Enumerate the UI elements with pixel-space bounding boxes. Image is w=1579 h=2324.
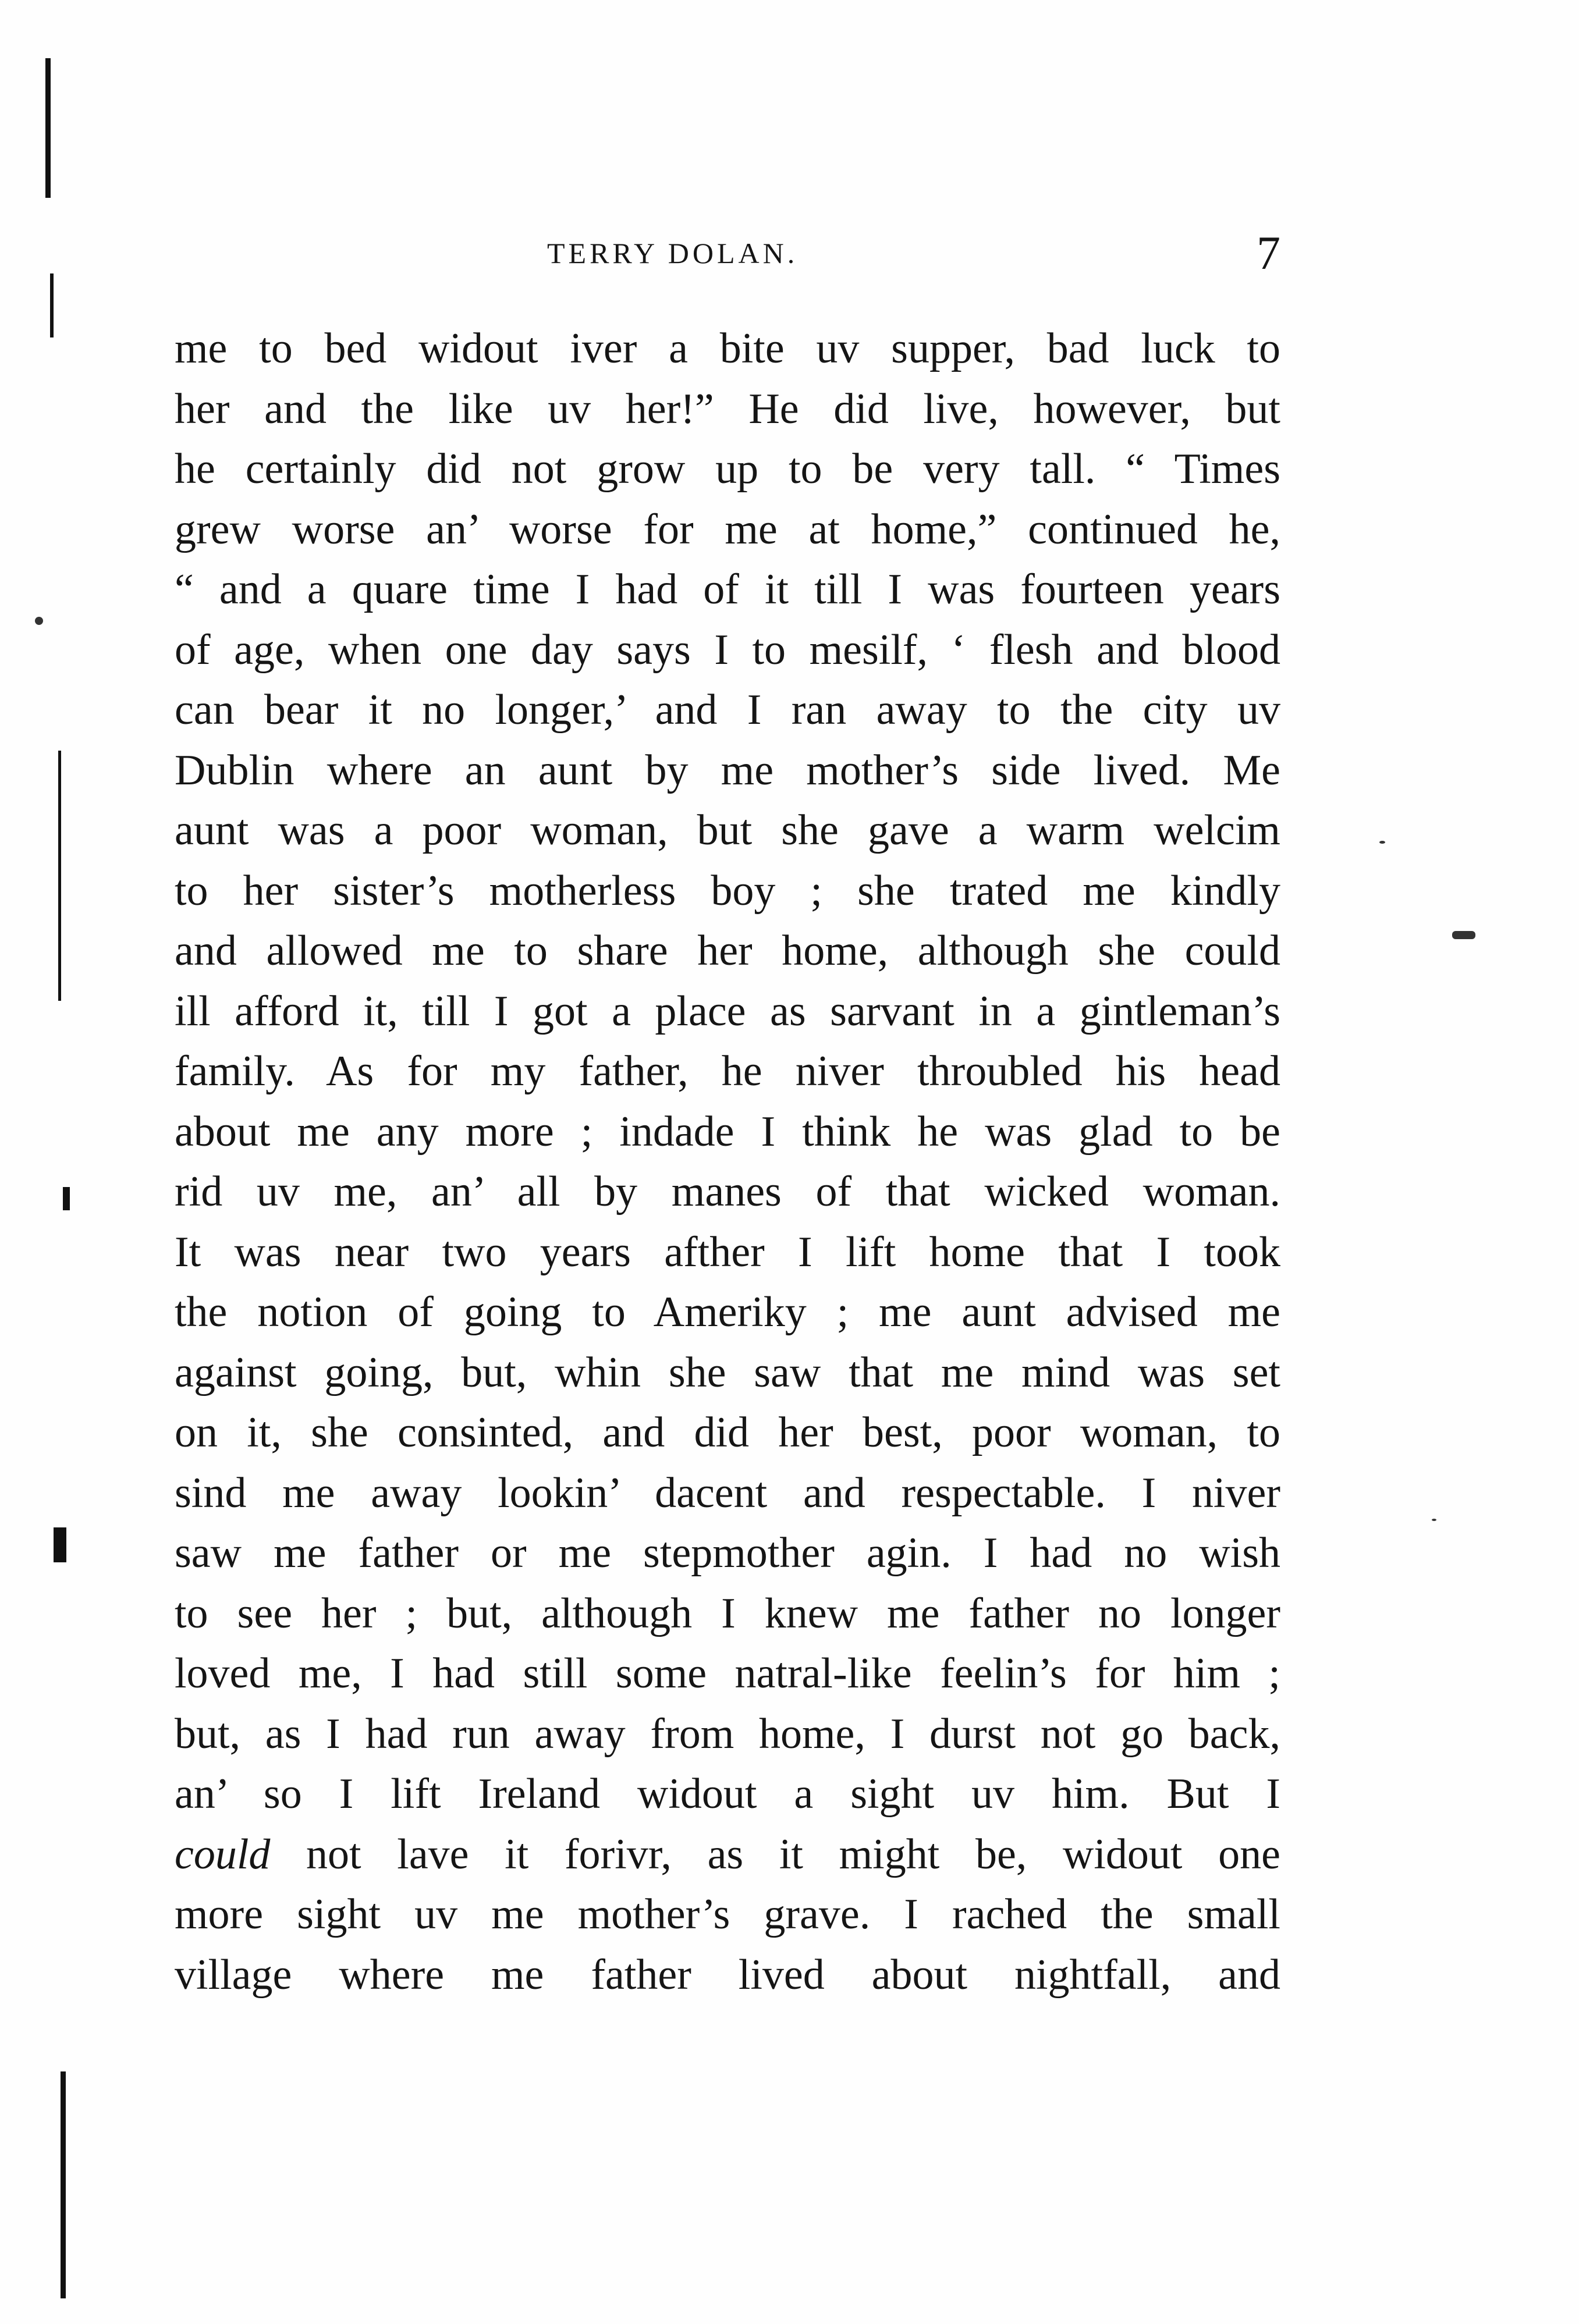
text-segment: to her sister’s motherless boy ; she trated me kindly [175,866,1280,915]
text-line [175,1162,1280,1223]
text-segment: “ and a quare time I had of it till I was fourteen years [175,566,1280,613]
binding-mark [63,1187,70,1210]
text-segment: sind me away lookin’ dacent and respectable. I niver [175,1469,1280,1517]
scan-speck [35,617,43,625]
binding-mark [45,58,51,198]
binding-mark [61,2071,66,2298]
text-line [175,982,1280,1042]
text-line [175,1403,1280,1463]
text-segment: against going, but, whin she saw that me mind was set [175,1348,1280,1396]
text-line [175,1343,1280,1403]
text-line [175,560,1280,620]
text-segment: aunt was a poor woman, but she gave a warm welcim [175,806,1280,854]
text-line [175,861,1280,922]
text-line [175,319,1280,379]
running-title: TERRY DOLAN. [547,237,799,269]
text-line [175,379,1280,440]
text-line [175,500,1280,560]
binding-mark [54,1527,66,1562]
text-line [175,1102,1280,1163]
running-header [175,226,1280,278]
text-segment: of age, when one day says I to mesilf, ‘ flesh and blood [175,626,1280,674]
text-segment: can bear it no longer,’ and I ran away to the city uv [175,686,1280,734]
text-segment: loved me, I had still some natral-like feelin’s for him ; [175,1650,1280,1697]
text-segment: It was near two years afther I lift home that I took [175,1228,1280,1276]
text-line [175,1764,1280,1825]
text-segment: about me any more ; indade I think he was glad to be [175,1107,1280,1156]
text-line [175,1885,1280,1945]
text-segment: me to bed widout iver a bite uv supper, bad luck to [175,325,1280,372]
text-segment: but, as I had run away from home, I durst not go back, [175,1710,1280,1758]
text-segment: grew worse an’ worse for me at home,” continued he, [175,505,1280,553]
text-segment: Dublin where an aunt by me mother’s side lived. Me [175,746,1280,794]
text-segment: family. As for my father, he niver throubled his head [175,1047,1280,1095]
scan-speck [1432,1519,1436,1521]
text-segment: the notion of going to Ameriky ; me aunt advised me [175,1288,1280,1336]
text-segment: her and the like uv her!” He did live, however, but [175,385,1280,433]
text-line [175,1825,1280,1885]
text-line [175,1282,1280,1343]
text-segment: he certainly did not grow up to be very tall. “ Times [175,445,1280,493]
text-segment: an’ so I lift Ireland widout a sight uv him. But I [175,1770,1280,1818]
text-line [175,741,1280,801]
text-segment: to see her ; but, although I knew me father no longer [175,1589,1280,1637]
binding-mark [50,273,54,337]
text-line [175,1223,1280,1283]
scan-speck [1379,841,1385,844]
text-line [175,620,1280,681]
text-segment: rid uv me, an’ all by manes of that wicked woman. [175,1168,1280,1216]
text-segment: and allowed me to share her home, although she could [175,927,1280,975]
text-line [175,680,1280,741]
page-number: 7 [1257,226,1280,279]
scan-speck [1452,931,1475,939]
binding-mark [58,751,61,1001]
text-line [175,921,1280,982]
text-line [175,1644,1280,1704]
text-segment: ill afford it, till I got a place as sarvant in a gintleman’s [175,987,1280,1035]
text-line [175,1523,1280,1584]
text-line [175,439,1280,500]
italic-word: could [175,1830,271,1878]
text-line [175,1042,1280,1102]
text-segment: saw me father or me stepmother agin. I had no wish [175,1529,1280,1577]
text-line [175,1584,1280,1644]
text-line [175,1945,1280,2006]
text-line [175,1704,1280,1765]
text-segment: more sight uv me mother’s grave. I rached the small [175,1891,1280,1938]
text-line [175,1463,1280,1524]
text-segment: village where me father lived about nightfall, and [175,1950,1280,1999]
text-line [175,801,1280,861]
text-segment: on it, she consinted, and did her best, poor woman, to [175,1409,1280,1456]
text-segment: not lave it forivr, as it might be, widout one [270,1830,1280,1878]
body-text [175,319,1280,2005]
